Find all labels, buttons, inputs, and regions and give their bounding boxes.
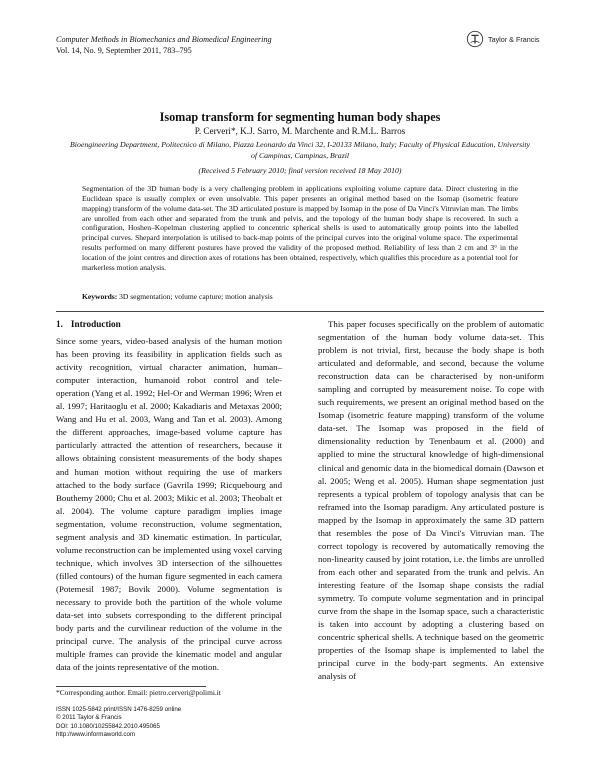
journal-header bbox=[56, 34, 272, 56]
keywords bbox=[82, 292, 518, 301]
section-title: Introduction bbox=[70, 319, 121, 329]
article-affiliation: Bioengineering Department, Politecnico di Milano, Piazza Leonardo da Vinci 32, I-20133 Milano, Italy; Faculty of Physical Education, University of Campinas, Campinas, Brazil bbox=[70, 140, 530, 160]
journal-volume-info: Vol. 14, No. 9, September 2011, 783–795 bbox=[56, 46, 192, 55]
doi: DOI: 10.1080/10255842.2010.495065 bbox=[56, 722, 160, 730]
copyright: © 2011 Taylor & Francis bbox=[56, 714, 122, 722]
footnote-divider bbox=[56, 686, 206, 687]
section-number: 1. bbox=[56, 319, 63, 329]
issn: ISSN 1025-5842 print/ISSN 1476-8259 online bbox=[56, 706, 182, 713]
publisher-name: Taylor & Francis bbox=[488, 34, 540, 44]
section-heading bbox=[56, 318, 282, 331]
article-authors: P. Cerveri*, K.J. Sarro, M. Marchente and R.M.L. Barros bbox=[194, 126, 406, 136]
publisher-logo bbox=[466, 30, 540, 48]
publisher-logo-icon bbox=[466, 30, 484, 48]
section-divider bbox=[56, 311, 544, 312]
received-dates: (Received 5 February 2010; final version received 18 May 2010) bbox=[198, 166, 402, 175]
journal-name: Computer Methods in Biomechanics and Biomedical Engineering bbox=[56, 35, 272, 44]
imprint-block bbox=[56, 706, 181, 739]
left-column bbox=[56, 318, 282, 674]
corresponding-author-footnote: *Corresponding author. Email: pietro.cerveri@polimi.it bbox=[56, 688, 221, 697]
publisher-url[interactable]: http://www.informaworld.com bbox=[56, 730, 136, 738]
right-column bbox=[318, 318, 544, 683]
intro-paragraph-left: Since some years, video-based analysis of the human motion has been proving its feasibility in application fields such as activity recognition, virtual character animation, human–computer interaction, humanoid robot control and tele-operation (Yang et al. 1992; Hel-Or and Werman 1996; Wren et al. 1997; Haritaoglu et al. 2000; Kakadiaris and Metaxas 2000; Wang and Hu et al. 2003, Wang and Tan et al. 2003). Among the different approaches, image-based volume capture has particularly attracted the attention of researchers, because it allows obtaining consistent measurements of the body shapes and human motion without requiring the use of markers attached to the body surface (Gavrila 1999; Ricquebourg and Bouthemy 2000; Chu et al. 2003; Mikic et al. 2003; Theobalt et al. 2004). The volume capture paradigm implies image segmentation, volume reconstruction, volume segmentation, segment analysis and 3D kinematic estimation. In particular, volume reconstruction can be implemented using voxel carving technique, which involves 3D intersection of the silhouettes (filled contours) of the human figure segmented in each camera (Potemesil 1987; Bovik 2000). Volume segmentation is necessary to provide both the partition of the whole volume data-set into subsets corresponding to the different principal body parts and the curvilinear reduction of the volume in the principal curve. The analysis of the principal curve across multiple frames can provide the kinematic model and angular data of the joints representative of the motion. bbox=[56, 336, 282, 673]
keywords-label: Keywords: bbox=[82, 292, 118, 301]
abstract: Segmentation of the 3D human body is a very challenging problem in applications exploiting volume capture data. Direct clustering in the Euclidean space is usually complex or even unsolvable. This paper presents an original method based on the Isomap (isometric feature mapping) transform of the volume data-set. The 3D articulated posture is mapped by Isomap in the pose of Da Vinci's Vitruvian man. The limbs are unrolled from each other and separated from the trunk and pelvis, and the topology of the human body shape is recovered. In such a configuration, Hoshen–Kopelman clustering applied to concentric spherical shells is used to automatically group points into the labelled principal curves. Shepard interpolation is utilised to back-map points of the principal curves into the original volume space. The experimental results performed on many different postures have proved the validity of the proposed method. Reliability of less than 2 cm and 3° in the location of the joint centres and direction axes of rotations has been obtained, respectively, which qualifies this procedure as a potential tool for markerless motion analysis. bbox=[82, 184, 518, 272]
intro-paragraph-right: This paper focuses specifically on the problem of automatic segmentation of the human body volume data-set. This problem is not trivial, first, because the body shape is both articulated and deformable, and second, because the volume reconstruction data can be characterised by non-uniform sampling and corrupted by measurement noise. To cope with such requirements, we present an original method based on the Isomap (isometric feature mapping) transform of the volume data-set. The Isomap was proposed in the field of dimensionality reduction by Tenenbaum et al. (2000) and applied to mine the structural knowledge of high-dimensional clinical and genomic data in the biomedical domain (Dawson et al. 2005; Weng et al. 2005). Human shape segmentation just represents a typical problem of topology analysis that can be reframed into the Isomap paradigm. Any articulated posture is mapped by the Isomap in approximately the same 3D pattern that resembles the pose of Da Vinci's Vitruvian man. The correct topology is recovered by automatically removing the non-linearity caused by joint rotation, i.e. the limbs are unrolled from each other and separated from the trunk and pelvis. An interesting feature of the Isomap shape consists the radial symmetry. To compute volume segmentation and in principal curve from the shape in the Isomap space, such a characteristic is taken into account by adopting a clustering based on concentric spherical shells. A technique based on the geometric properties of the Isomap shape is implemented to label the principal curve in the body-part segments. An extensive analysis of bbox=[318, 319, 544, 682]
keywords-list: 3D segmentation; volume capture; motion analysis bbox=[119, 292, 273, 301]
article-title: Isomap transform for segmenting human body shapes bbox=[159, 110, 441, 124]
